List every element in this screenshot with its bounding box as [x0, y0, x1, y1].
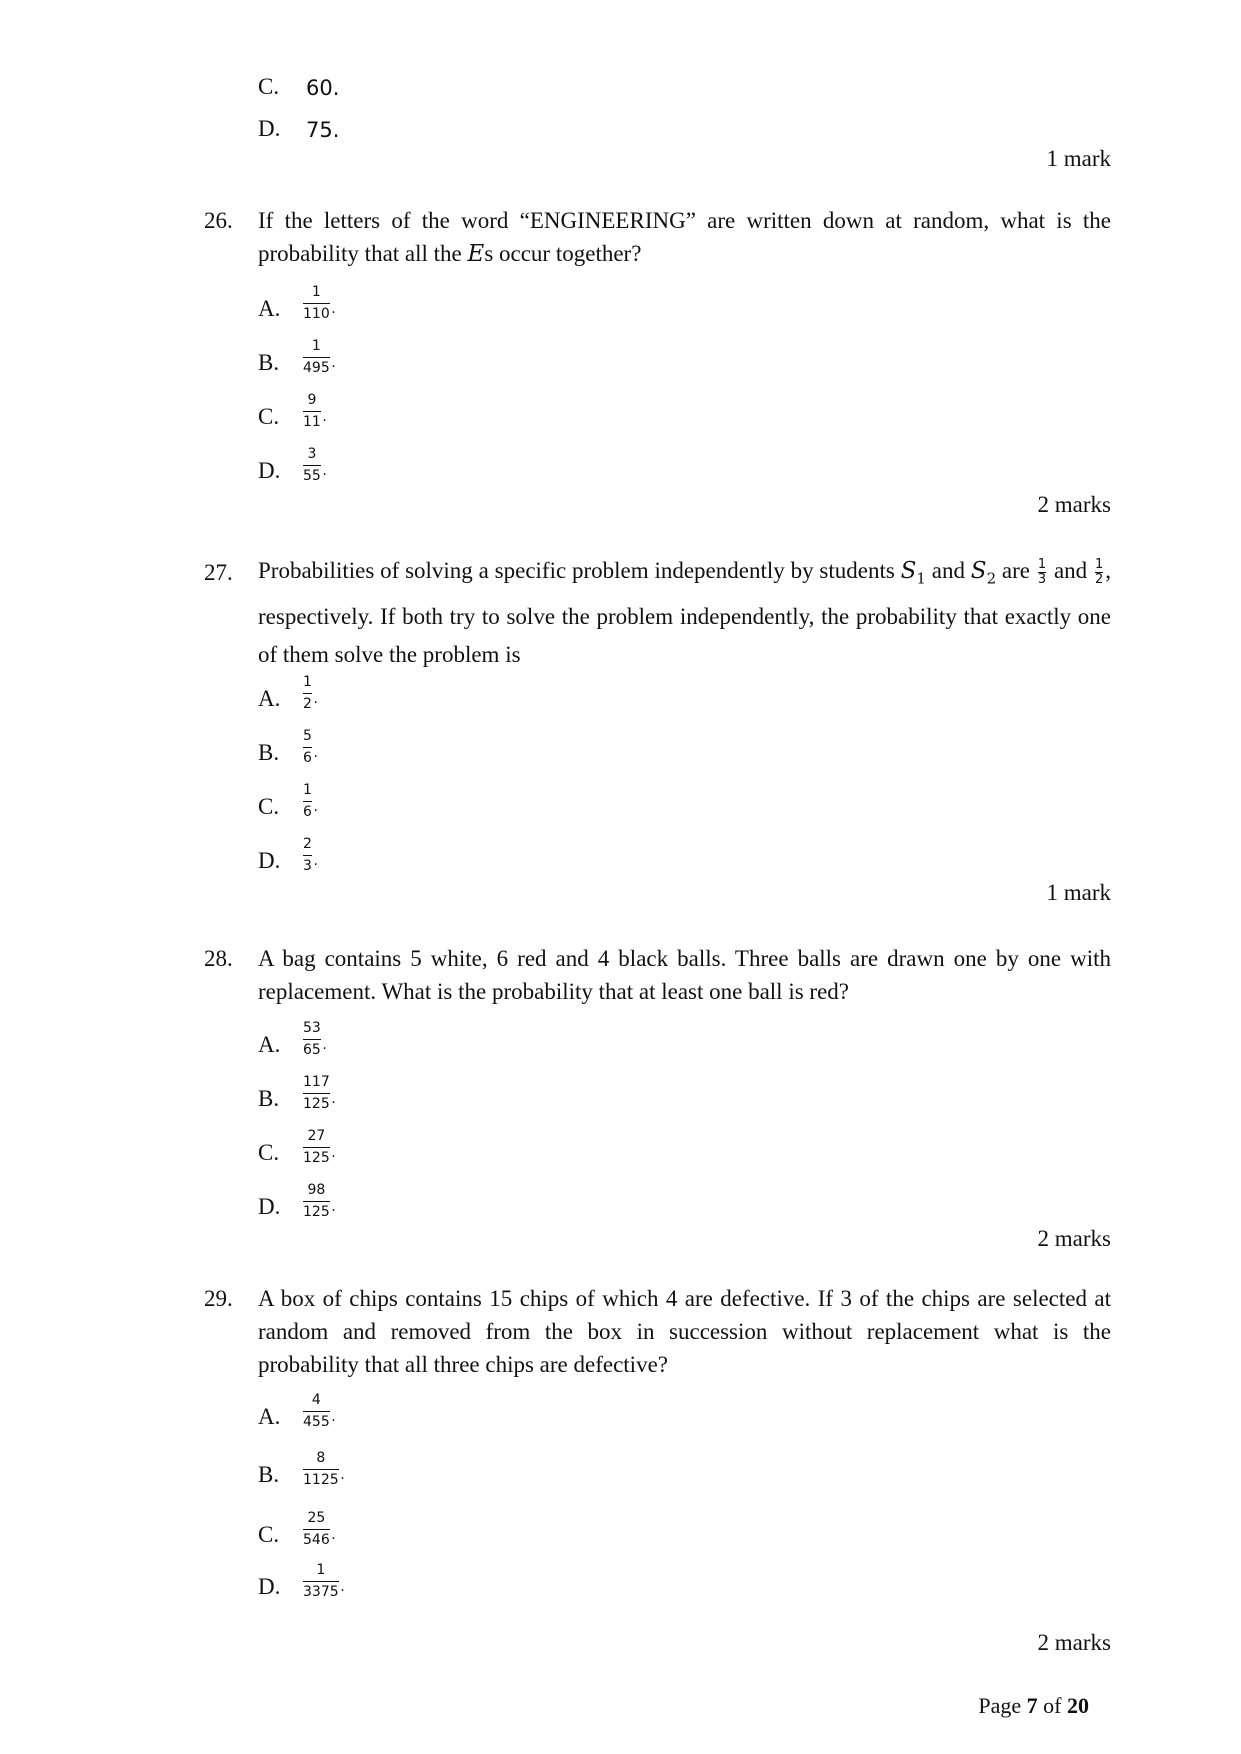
option-letter: A.	[258, 296, 281, 321]
page-total: 20	[1067, 1693, 1089, 1718]
option-letter: D.	[258, 458, 281, 483]
option-letter: D.	[258, 116, 281, 141]
option-letter: B.	[258, 1086, 280, 1111]
option-letter: A.	[258, 1404, 281, 1429]
option-letter: B.	[258, 740, 280, 765]
question-number: 29.	[204, 1286, 233, 1311]
marks-label: 2 marks	[1037, 1226, 1111, 1251]
page-number: 7	[1026, 1693, 1038, 1718]
option-fraction: 8 1125 .	[303, 1450, 345, 1488]
option-letter: B.	[258, 350, 280, 375]
option-fraction: 1 110 .	[303, 284, 336, 322]
option-value: 75.	[306, 118, 340, 142]
option-fraction: 25 546 .	[303, 1510, 336, 1548]
option-letter: A.	[258, 1032, 281, 1057]
option-letter: C.	[258, 74, 280, 99]
option-value: 60.	[306, 76, 340, 100]
option-fraction: 27 125 .	[303, 1128, 336, 1166]
option-fraction: 117 125 .	[303, 1074, 336, 1112]
marks-label: 1 mark	[1046, 880, 1111, 905]
option-fraction: 1 495 .	[303, 338, 336, 376]
inline-fraction: $\frac{1}{2}$	[1094, 557, 1104, 588]
question-number: 27.	[204, 560, 233, 585]
question-text: Probabilities of solving a specific problem independently by students $S_1$ and $S_2$ are $\frac{1}{3}$ and $\frac{1}{2}$ , respectively. If both try to solve the problem independently, the probability that exactly one of them solve the problem is	[258, 557, 1112, 667]
marks-label: 1 mark	[1046, 146, 1111, 171]
option-letter: C.	[258, 1140, 280, 1165]
option-fraction: 1 6 .	[303, 782, 318, 820]
option-letter: A.	[258, 686, 281, 711]
option-letter: D.	[258, 1574, 281, 1599]
option-letter: C.	[258, 404, 280, 429]
option-fraction: 2 3 .	[303, 836, 318, 874]
question-number: 28.	[204, 946, 233, 971]
marks-label: 2 marks	[1037, 1630, 1111, 1655]
option-letter: D.	[258, 848, 281, 873]
option-fraction: 1 2 .	[303, 674, 318, 712]
inline-fraction: $\frac{1}{3}$	[1037, 557, 1047, 588]
question-number: 26.	[204, 208, 233, 233]
option-letter: D.	[258, 1194, 281, 1219]
option-fraction: 3 55 .	[303, 446, 327, 484]
marks-label: 2 marks	[1037, 492, 1111, 517]
question-text: If the letters of the word “ENGINEERING” are written down at random, what is the probability that all the Es occur together?	[258, 208, 1111, 267]
option-fraction: 5 6 .	[303, 728, 318, 766]
option-fraction: 53 65 .	[303, 1020, 327, 1058]
option-fraction: 9 11 .	[303, 392, 327, 430]
option-letter: B.	[258, 1462, 280, 1487]
question-text: A box of chips contains 15 chips of which 4 are defective. If 3 of the chips are selected at random and removed from the box in succession without replacement what is the probability that all three chips are defective?	[258, 1286, 1111, 1377]
question-text: A bag contains 5 white, 6 red and 4 black balls. Three balls are drawn one by one with replacement. What is the probability that at least one ball is red?	[258, 946, 1111, 1004]
option-fraction: 98 125 .	[303, 1182, 336, 1220]
option-fraction: 4 455 .	[303, 1392, 336, 1430]
option-fraction: 1 3375 .	[303, 1562, 345, 1600]
page-footer: Page 7 of 20	[978, 1693, 1089, 1718]
option-letter: C.	[258, 794, 280, 819]
option-letter: C.	[258, 1522, 280, 1547]
